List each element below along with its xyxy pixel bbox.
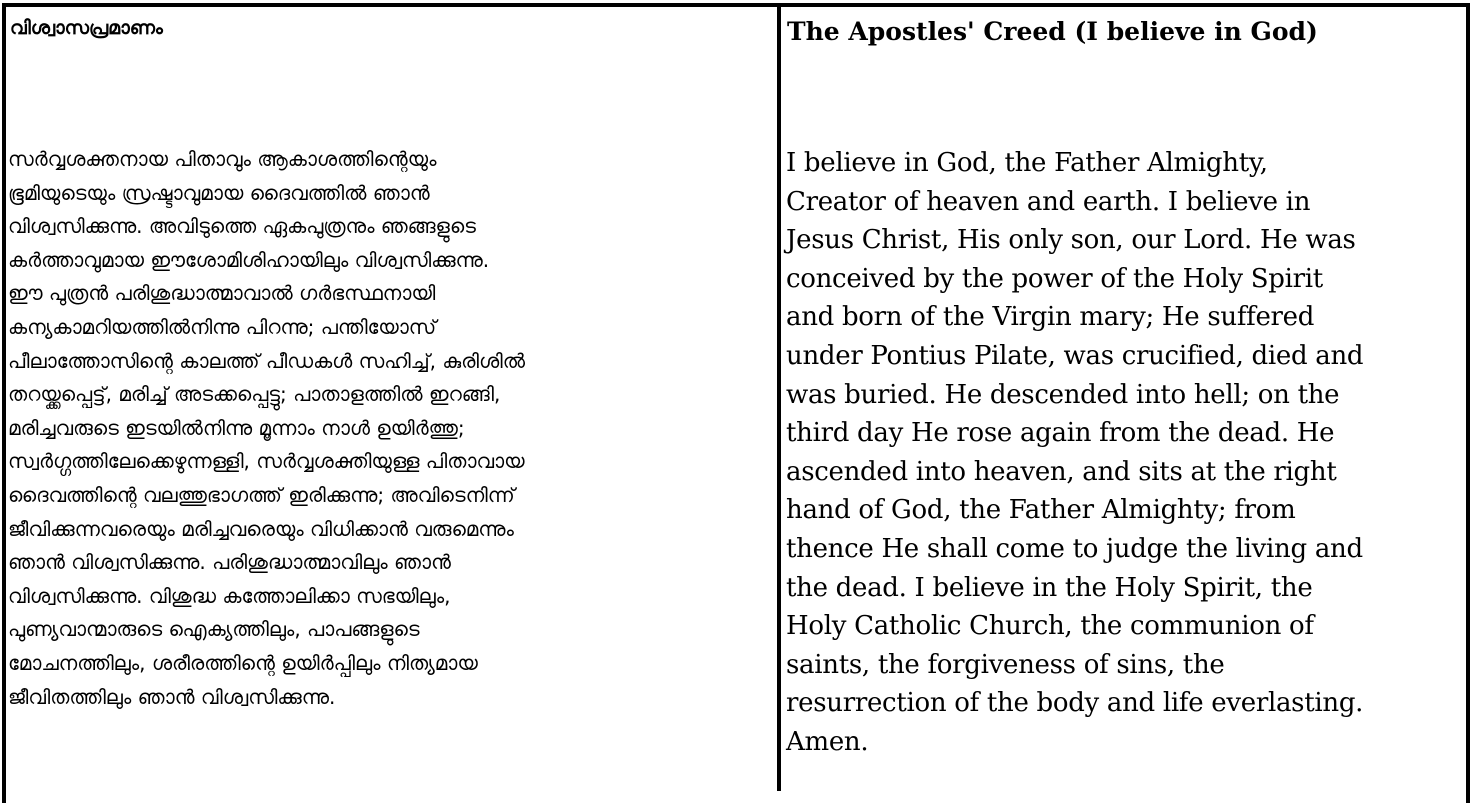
english-text-line: was buried. He descended into hell; on the: [786, 379, 1340, 410]
malayalam-text-line: സ്വർഗ്ഗത്തിലേക്കെഴുന്നള്ളി, സർവ്വശക്തിയുള്ള പിതാവായ: [8, 449, 525, 474]
malayalam-text-line: പുണ്യവാന്മാരുടെ ഐക്യത്തിലും, പാപങ്ങളുടെ: [8, 617, 420, 642]
malayalam-text-line: കർത്താവുമായ ഈശോമിശിഹായിലും വിശ്വസിക്കുന്നു.: [8, 247, 490, 272]
malayalam-text-line: ജീവിക്കുന്നവരെയും മരിച്ചവരെയും വിധിക്കാൻ വരുമെന്നും: [8, 516, 514, 541]
english-text-line: thence He shall come to judge the living and: [786, 533, 1363, 564]
malayalam-text-line: സർവ്വശക്തനായ പിതാവും ആകാശത്തിന്റെയും: [8, 147, 437, 171]
malayalam-column: [6, 3, 777, 791]
english-text-line: and born of the Virgin mary; He suffered: [786, 302, 1315, 333]
english-text-line: conceived by the power of the Holy Spirit: [786, 263, 1323, 294]
malayalam-text-line: ജീവിതത്തിലും ഞാൻ വിശ്വസിക്കുന്നു.: [8, 684, 336, 709]
english-text: [786, 144, 1363, 762]
english-text-line: under Pontius Pilate, was crucified, died and: [786, 340, 1364, 371]
malayalam-text: [8, 143, 525, 714]
english-text-line: the dead. I believe in the Holy Spirit, the: [786, 572, 1313, 603]
malayalam-title: വിശ്വാസപ്രമാണം: [10, 17, 163, 39]
english-text-line: Creator of heaven and earth. I believe in: [786, 186, 1311, 217]
english-text-line: third day He rose again from the dead. He: [786, 418, 1335, 449]
malayalam-text-line: പീലാത്തോസിന്റെ കാലത്ത് പീഡകൾ സഹിച്ച്, കുരിശിൽ: [8, 348, 525, 373]
malayalam-text-line: വിശ്വസിക്കുന്നു. വിശുദ്ധ കത്തോലിക്കാ സഭയിലും,: [8, 583, 451, 608]
malayalam-text-line: മരിച്ചവരുടെ ഇടയിൽനിന്നു മൂന്നാം നാൾ ഉയിർത്തു;: [8, 415, 465, 440]
english-text-line: Amen.: [786, 726, 869, 757]
malayalam-text-line: മോചനത്തിലും, ശരീരത്തിന്റെ ഉയിർപ്പിലും നിത്യമായ: [8, 650, 478, 675]
english-text-line: Holy Catholic Church, the communion of: [786, 611, 1314, 642]
malayalam-text-line: ദൈവത്തിന്റെ വലത്തുഭാഗത്ത് ഇരിക്കുന്നു; അവിടെനിന്ന്: [8, 482, 515, 507]
english-title: The Apostles' Creed (I believe in God): [787, 17, 1318, 46]
english-text-line: hand of God, the Father Almighty; from: [786, 495, 1296, 526]
malayalam-text-line: കന്യകാമറിയത്തിൽനിന്നു പിറന്നു; പന്തിയോസ്: [8, 314, 437, 339]
malayalam-text-line: തറയ്ക്കപ്പെട്ട്, മരിച്ച് അടക്കപ്പെട്ടു; പാതാളത്തിൽ ഇറങ്ങി,: [8, 382, 501, 407]
english-text-line: saints, the forgiveness of sins, the: [786, 649, 1225, 680]
english-text-line: I believe in God, the Father Almighty,: [786, 148, 1268, 178]
english-text-line: Jesus Christ, His only son, our Lord. He was: [786, 225, 1356, 256]
english-text-line: resurrection of the body and life everlasting.: [786, 688, 1364, 719]
malayalam-text-line: ഈ പുത്രൻ പരിശുദ്ധാത്മാവാൽ ഗർഭസ്ഥനായി: [8, 281, 436, 306]
malayalam-text-line: ഞാൻ വിശ്വസിക്കുന്നു. പരിശുദ്ധാത്മാവിലും ഞാൻ: [8, 550, 451, 575]
english-column: [781, 3, 1471, 791]
malayalam-text-line: വിശ്വസിക്കുന്നു. അവിടുത്തെ ഏകപുത്രനും ഞങ്ങളുടെ: [8, 214, 476, 239]
english-text-line: ascended into heaven, and sits at the right: [786, 456, 1337, 487]
malayalam-text-line: ഭൂമിയുടെയും സ്രഷ്ടാവുമായ ദൈവത്തിൽ ഞാൻ: [8, 180, 430, 205]
